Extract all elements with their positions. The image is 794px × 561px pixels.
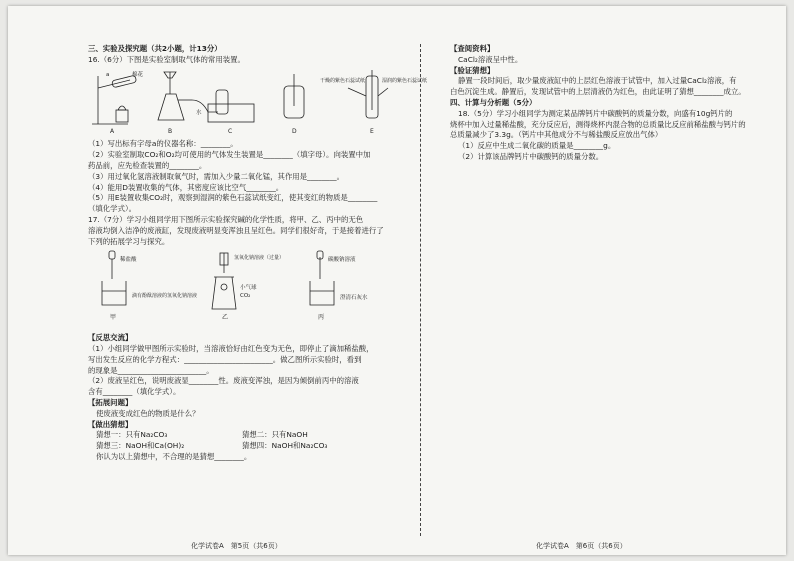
label-D: D: [292, 127, 297, 135]
consult-text: CaCl₂溶液呈中性。: [458, 54, 523, 64]
exchange-line-1: （1）小组同学做甲图所示实验时，当溶液恰好由红色变为无色，即停止了滴加稀盐酸，: [88, 343, 374, 353]
label-C: C: [228, 127, 233, 135]
consult-title: 【查阅资料】: [450, 44, 495, 53]
guess-1: 猜想一：只有Na₂CO₃: [96, 430, 168, 440]
q16-line-4: （3）用过氧化氢溶液制取氧气时，需加入少量二氧化锰，其作用是________。: [88, 171, 344, 181]
unreasonable-guess: 你认为以上猜想中，不合理的是猜想________。: [96, 451, 252, 461]
label-hcl: 稀盐酸: [120, 257, 137, 264]
q16-line-6: （5）用E装置收集CO₂时，观察到湿润的紫色石蕊试纸变红，使其变红的物质是________: [88, 193, 378, 203]
right-page: [450, 44, 775, 163]
label-balloon: 小气球: [240, 285, 257, 292]
label-na2co3: 碳酸钠溶液: [328, 257, 356, 264]
left-page: [88, 44, 428, 463]
exchange-title: 【反思交流】: [88, 333, 133, 343]
exchange-line-4: （2）废液呈红色，说明废液显________性。废液变浑浊，是因为倾倒前丙中的溶液: [88, 376, 359, 386]
q18-line-2: 烧杯中加入过量稀盐酸，充分反应后，测得烧杯内混合物的总质量比反应前稀盐酸与钙片的: [450, 119, 746, 129]
footer-left-page-number: 化学试卷A 第5页（共6页）: [191, 542, 282, 550]
label-E: E: [370, 127, 374, 135]
exchange-line-5: 含有________（填化学式）。: [88, 387, 181, 397]
label-limewater: 澄清石灰水: [340, 295, 368, 302]
label-phenol-naoh: 滴有酚酞溶液的氢氧化钠溶液: [132, 293, 198, 300]
q18-line-4: （1）反应中生成二氧化碳的质量是________g。: [458, 141, 616, 151]
q16-line-7: （填化学式）。: [88, 204, 137, 214]
label-yi: 乙: [222, 314, 229, 322]
label-water: 水: [196, 109, 202, 116]
q16-apparatus-figure: [88, 66, 428, 136]
extend-question: 使废液变成红色的物质是什么？: [96, 408, 200, 418]
q16-stem: 16.（6分）下图是实验室制取气体的常用装置。: [88, 54, 245, 64]
q18-line-1: 18.（5分）学习小组同学为测定某品牌钙片中碳酸钙的质量分数，向盛有10g钙片的: [458, 108, 733, 118]
guess-3: 猜想三：NaOH和Ca(OH)₂: [96, 441, 185, 451]
section-three-title: 三、实验及探究题（共2小题，计13分）: [88, 44, 222, 53]
exchange-line-3: 的现象是________________________。: [88, 365, 214, 375]
section-four-title: 四、计算与分析题（5分）: [450, 97, 537, 107]
q17-line-3: 下列的拓展学习与探究。: [88, 236, 170, 246]
q18-line-5: （2）计算该品牌钙片中碳酸钙的质量分数。: [458, 151, 604, 161]
label-naoh-excess: 氢氧化钠溶液（过量）: [234, 255, 285, 262]
label-co2: CO₂: [240, 293, 251, 300]
q17-experiment-figure: [88, 247, 408, 329]
q16-line-5: （4）能用D装置收集的气体，其密度应该比空气________。: [88, 182, 284, 192]
q18-line-3: 总质量减少了3.3g。（钙片中其他成分不与稀盐酸反应放出气体）: [450, 130, 663, 140]
verify-title: 【验证猜想】: [450, 65, 495, 75]
label-wet-paper: 湿润的紫色石蕊试纸: [382, 77, 428, 84]
guess-row-2: [88, 441, 408, 452]
guess-row-1: [88, 430, 408, 441]
q17-line-1: 17.（7分）学习小组同学用下图所示实验探究碱的化学性质，将甲、乙、丙中的无色: [88, 214, 364, 224]
label-cotton: 棉花: [132, 71, 144, 78]
verify-line-2: 白色沉淀生成。静置后，发现试管中的上层清液仍为红色，由此证明了猜想________成立。: [450, 87, 746, 97]
label-B: B: [168, 127, 173, 135]
footer-right-page-number: 化学试卷A 第6页（共6页）: [536, 542, 627, 550]
page-divider: [420, 44, 421, 536]
q16-line-3: 药品前，应先检查装置的________。: [88, 160, 207, 170]
q16-line-2: （2）实验室制取CO₂和O₂均可使用的气体发生装置是________（填字母）。向装置中加: [88, 150, 371, 160]
label-bing: 丙: [318, 314, 325, 322]
exchange-line-2: 写出发生反应的化学方程式：________________________。做乙图所示实验时，看到: [88, 354, 362, 364]
label-A: A: [110, 127, 115, 135]
label-a: a: [106, 71, 110, 78]
guess-4: 猜想四：NaOH和Na₂CO₃: [242, 441, 328, 451]
extend-title: 【拓展问题】: [88, 397, 133, 407]
label-jia: 甲: [110, 314, 117, 322]
label-dry-paper: 干燥的紫色石蕊试纸: [320, 77, 366, 84]
q17-line-2: 溶液均倒入洁净的废液缸，发现废液明显变浑浊且呈红色。同学们很好奇，于是接着进行了: [88, 225, 384, 235]
guess-title: 【做出猜想】: [88, 419, 133, 429]
exam-sheet: [8, 6, 786, 555]
verify-line-1: 静置一段时间后，取少量废液缸中的上层红色溶液于试管中，加入过量CaCl₂溶液，有: [458, 76, 737, 86]
guess-2: 猜想二：只有NaOH: [242, 430, 308, 440]
q16-line-1: （1）写出标有字母a的仪器名称：________。: [88, 139, 238, 149]
